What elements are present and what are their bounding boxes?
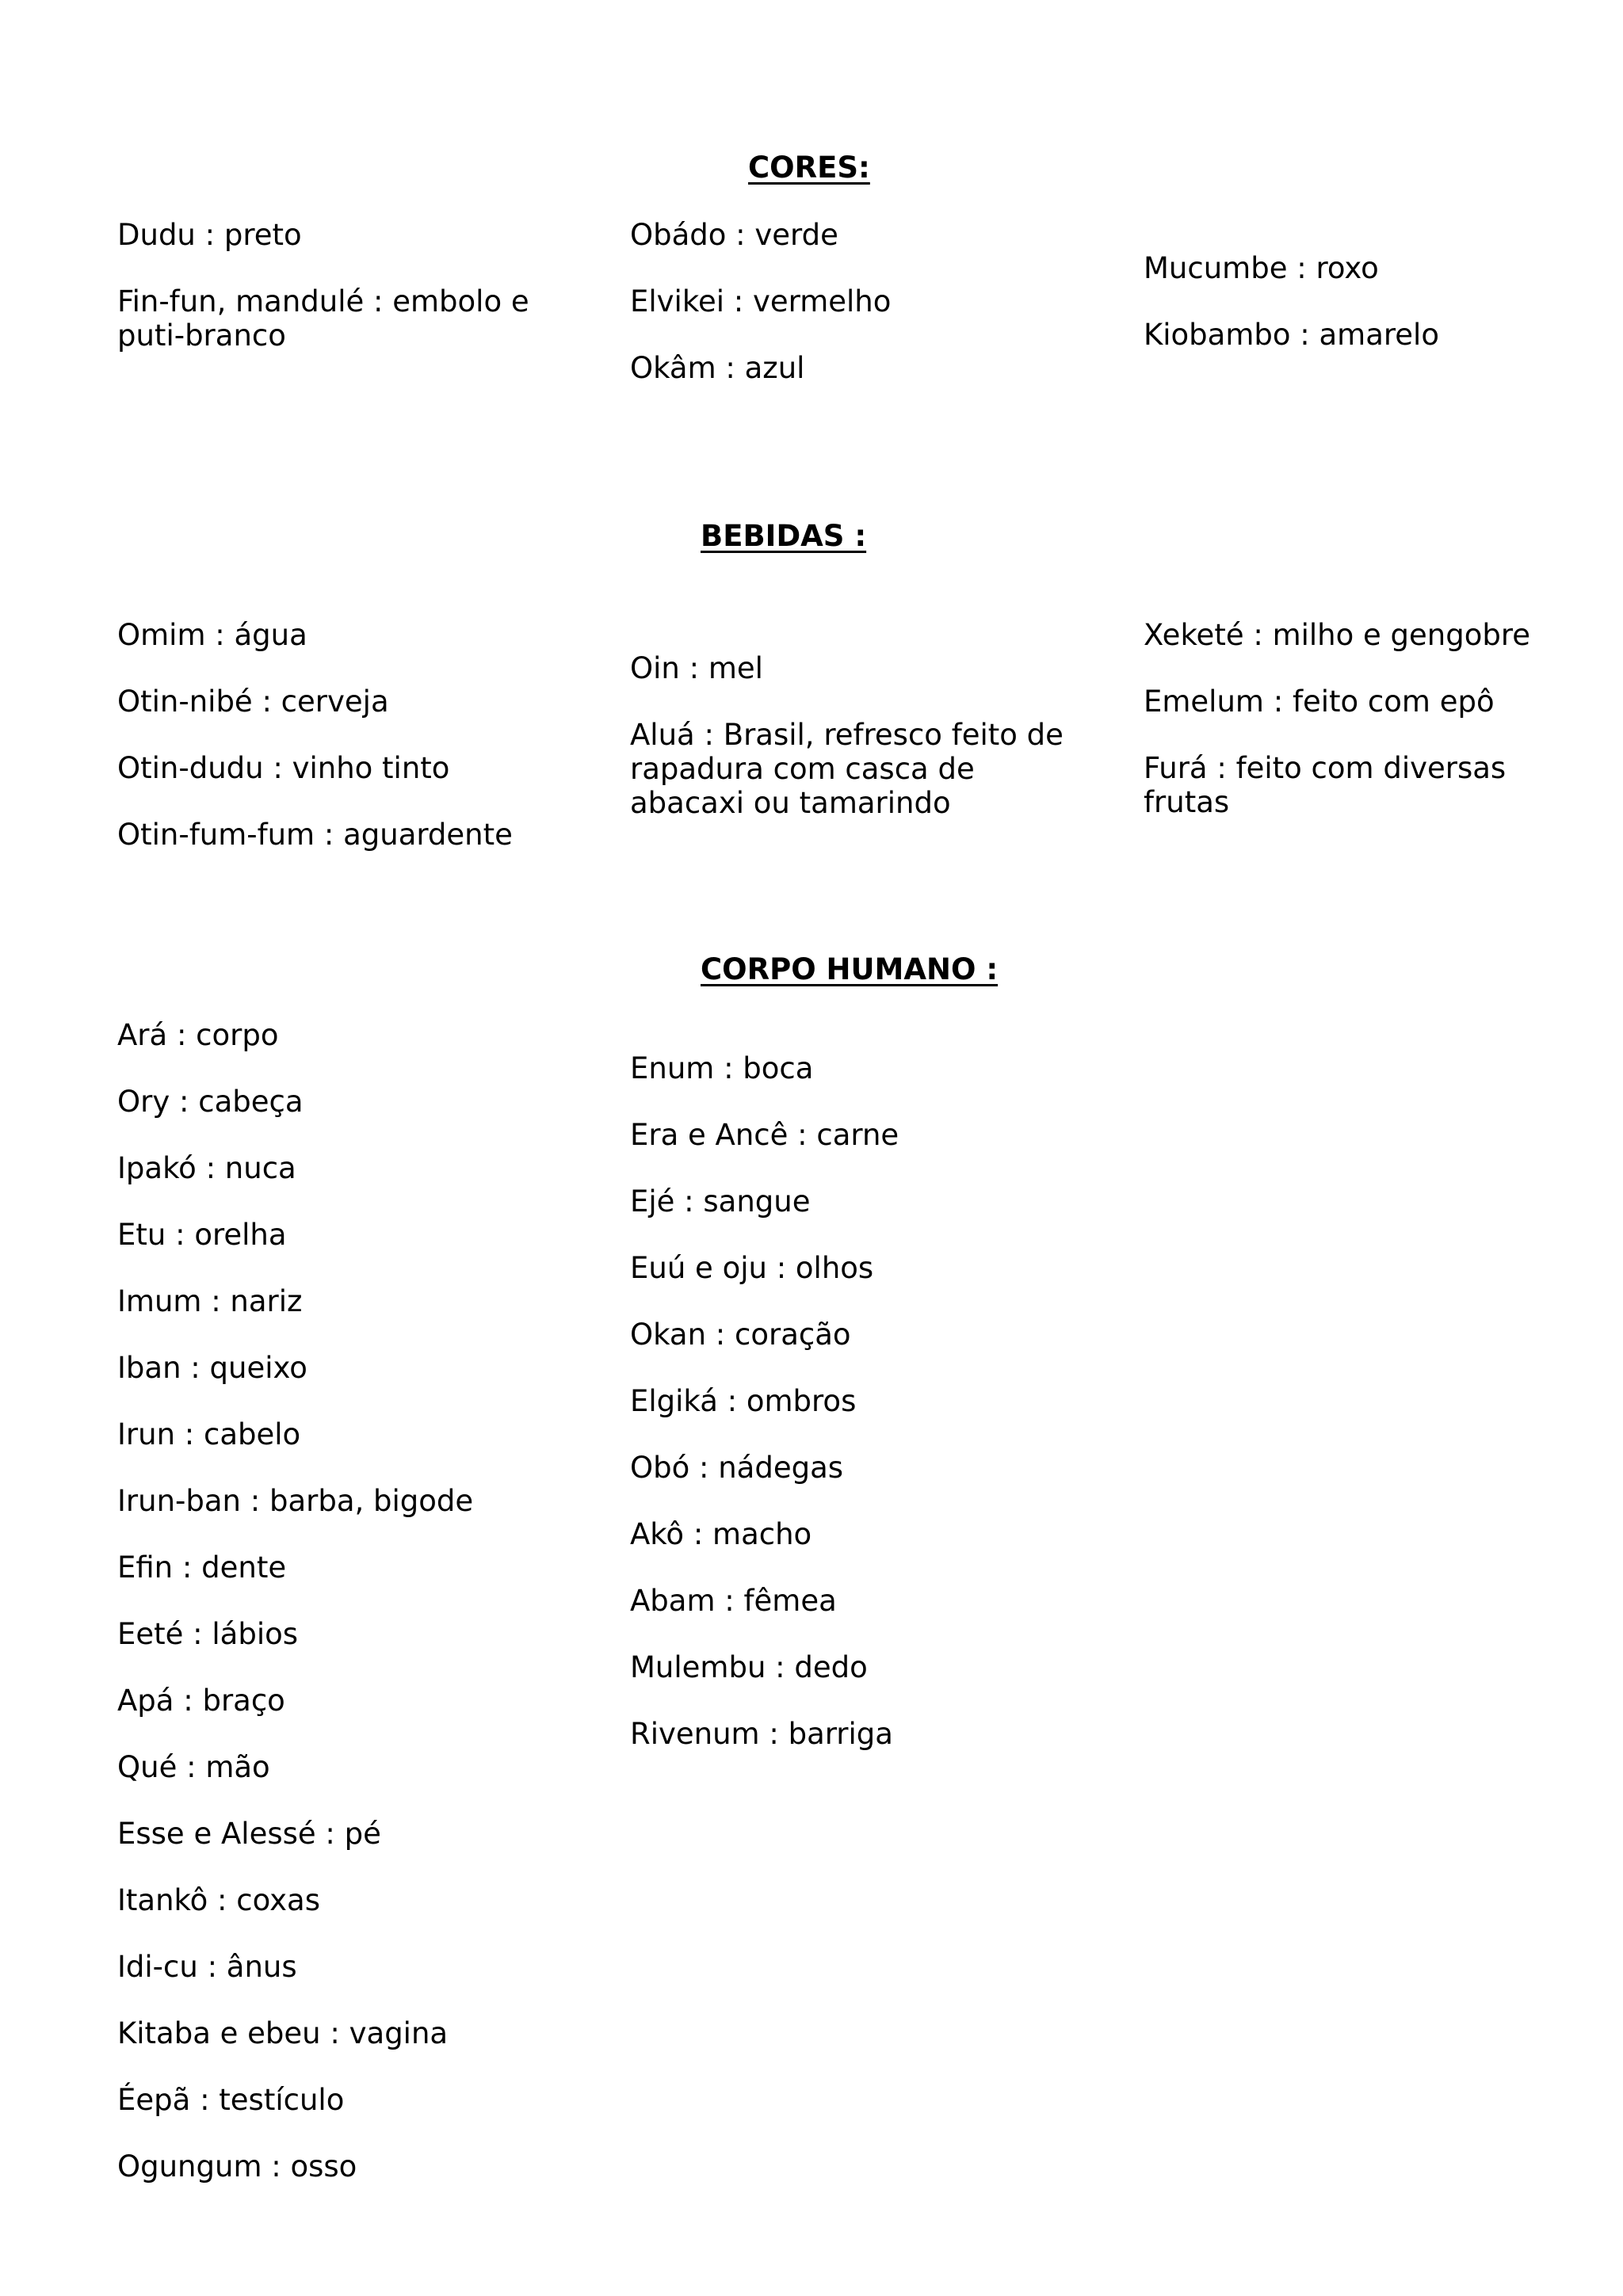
list-item: Abam : fêmea (630, 1584, 837, 1618)
list-item: Etu : orelha (117, 1218, 287, 1252)
list-item: Itankô : coxas (117, 1883, 320, 1917)
list-item: Ará : corpo (117, 1018, 279, 1052)
list-item: Xeketé : milho e gengobre (1144, 618, 1531, 652)
list-item: Idi-cu : ânus (117, 1950, 297, 1984)
list-item: Iban : queixo (117, 1351, 307, 1385)
list-item: Mucumbe : roxo (1144, 251, 1379, 285)
list-item: Omim : água (117, 618, 307, 652)
list-item: Obó : nádegas (630, 1451, 844, 1485)
list-item: Fin-fun, mandulé : embolo e puti-branco (117, 284, 529, 353)
list-item: Otin-fum-fum : aguardente (117, 818, 513, 852)
list-item: Elvikei : vermelho (630, 284, 892, 318)
list-item: Enum : boca (630, 1051, 814, 1085)
corpo-humano-column-1 (117, 1018, 561, 2216)
section-title-cores: CORES: (748, 151, 870, 185)
list-item: Rivenum : barriga (630, 1717, 893, 1751)
list-item: Esse e Alessé : pé (117, 1817, 381, 1851)
list-item: Kiobambo : amarelo (1144, 318, 1439, 352)
section-title-corpo-humano: CORPO HUMANO : (701, 952, 999, 986)
list-item: Obádo : verde (630, 218, 838, 252)
list-item: Elgiká : ombros (630, 1384, 857, 1418)
list-item: Aluá : Brasil, refresco feito de rapadura com casca de abacaxi ou tamarindo (630, 718, 1064, 820)
list-item: Qué : mão (117, 1750, 270, 1784)
list-item: Dudu : preto (117, 218, 302, 252)
list-item: Era e Ancê : carne (630, 1118, 899, 1152)
list-item: Eeté : lábios (117, 1617, 299, 1651)
list-item: Ory : cabeça (117, 1085, 304, 1119)
list-item: Emelum : feito com epô (1144, 685, 1495, 719)
list-item: Okan : coração (630, 1318, 851, 1352)
list-item: Euú e oju : olhos (630, 1251, 874, 1285)
list-item: Oin : mel (630, 651, 763, 685)
list-item: Mulembu : dedo (630, 1650, 868, 1684)
list-item: Imum : nariz (117, 1284, 303, 1318)
list-item: Akô : macho (630, 1517, 812, 1551)
cores-column-2 (630, 218, 1074, 418)
list-item: Apá : braço (117, 1684, 285, 1718)
bebidas-column-1 (117, 618, 561, 884)
list-item: Okâm : azul (630, 351, 805, 385)
list-item: Kitaba e ebeu : vagina (117, 2016, 449, 2050)
list-item: Ogungum : osso (117, 2149, 357, 2183)
section-title-bebidas: BEBIDAS : (701, 519, 867, 553)
list-item: Otin-dudu : vinho tinto (117, 751, 450, 785)
cores-column-1 (117, 218, 561, 385)
bebidas-column-3 (1144, 618, 1540, 852)
list-item: Éepã : testículo (117, 2083, 345, 2117)
list-item: Furá : feito com diversas frutas (1144, 751, 1507, 819)
corpo-humano-column-2 (630, 1051, 1074, 1783)
list-item: Ipakó : nuca (117, 1151, 296, 1185)
list-item: Efin : dente (117, 1550, 287, 1585)
list-item: Ejé : sangue (630, 1184, 811, 1219)
cores-column-3 (1144, 251, 1540, 384)
list-item: Irun : cabelo (117, 1417, 301, 1451)
bebidas-column-2 (630, 651, 1074, 852)
list-item: Otin-nibé : cerveja (117, 685, 389, 719)
list-item: Irun-ban : barba, bigode (117, 1484, 474, 1518)
